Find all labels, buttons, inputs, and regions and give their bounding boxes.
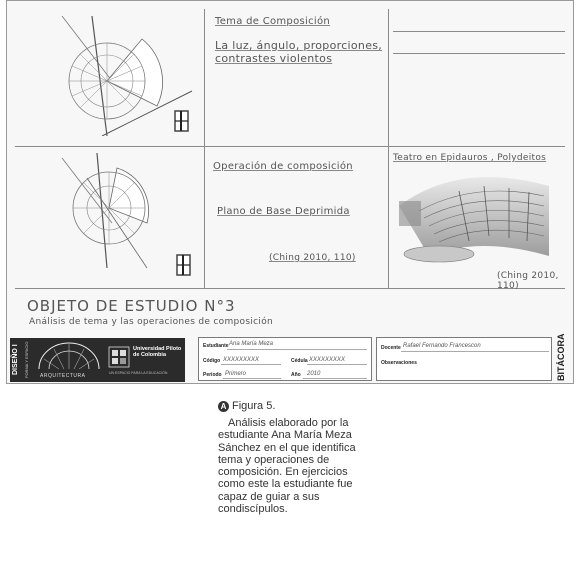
- grid-line: [388, 9, 389, 289]
- figure-number: Figura 5.: [232, 400, 276, 412]
- period-value: Primero: [225, 371, 247, 377]
- theater-sketch: [399, 166, 549, 266]
- title-block: [6, 335, 574, 383]
- code-label: Código: [203, 358, 221, 364]
- teacher-value: Rafael Fernando Francescon: [403, 343, 481, 349]
- drawing-sheet: [6, 0, 574, 384]
- figure-caption: [218, 400, 368, 515]
- teacher-label: Docente: [381, 345, 401, 351]
- protractor-sketch-top: [47, 11, 197, 136]
- university-tagline: UN ESPACIO PARA LA EDUCACIÓN: [109, 371, 168, 375]
- protractor-sketch-bottom: [47, 153, 197, 283]
- student-value: Ana María Meza: [229, 341, 274, 347]
- study-object-subtitle: Análisis de tema y las operaciones de composición: [29, 317, 274, 327]
- operation-title: Operación de composición: [213, 161, 353, 172]
- course-vertical-sublabel: FORMA Y ESPACIO: [24, 341, 29, 379]
- arch-dome-icon: [34, 341, 104, 371]
- id-value: XXXXXXXXX: [309, 357, 346, 363]
- university-name: Universidad Piloto de Colombia: [133, 346, 182, 358]
- year-value: 2010: [307, 371, 321, 377]
- logbook-label: BITÁCORA: [556, 333, 566, 381]
- operation-citation: (Ching 2010, 110): [269, 253, 356, 263]
- year-label: Año: [291, 372, 301, 378]
- id-label: Cédula: [291, 358, 308, 364]
- university-logo-icon: [108, 346, 130, 368]
- grid-line: [15, 288, 565, 289]
- grid-line: [15, 146, 565, 147]
- study-object-title: OBJETO DE ESTUDIO N°3: [27, 297, 236, 315]
- figure-description: Análisis elaborado por la estudiante Ana María Meza Sánchez en el que identifica tema y operaciones de composición. En ejercicios como este la estudiante fue capaz de guiar a sus condiscípulos.: [218, 417, 356, 516]
- architecture-caption: ARQUITECTURA: [40, 373, 86, 379]
- theater-title: Teatro en Epidauros , Polydeitos: [393, 153, 547, 163]
- composition-theme-subtitle: La luz, ángulo, proporciones, contrastes violentos: [215, 39, 383, 65]
- student-info-box: [198, 337, 372, 381]
- student-label: Estudiante: [203, 343, 229, 349]
- teacher-info-box: [376, 337, 552, 381]
- observations-label: Observaciones: [381, 360, 417, 366]
- figure-badge: A: [218, 401, 229, 412]
- theater-citation: (Ching 2010, 110): [497, 271, 559, 291]
- logo-block: [10, 338, 185, 382]
- composition-theme-title: Tema de Composición: [215, 16, 331, 27]
- grid-line: [204, 9, 205, 289]
- grid-line: [393, 31, 565, 32]
- grid-line: [393, 53, 565, 54]
- plane-label: Plano de Base Deprimida: [217, 206, 350, 217]
- period-label: Periodo: [203, 372, 222, 378]
- course-vertical-label: DISEÑO I: [12, 344, 19, 376]
- code-value: XXXXXXXXX: [223, 357, 260, 363]
